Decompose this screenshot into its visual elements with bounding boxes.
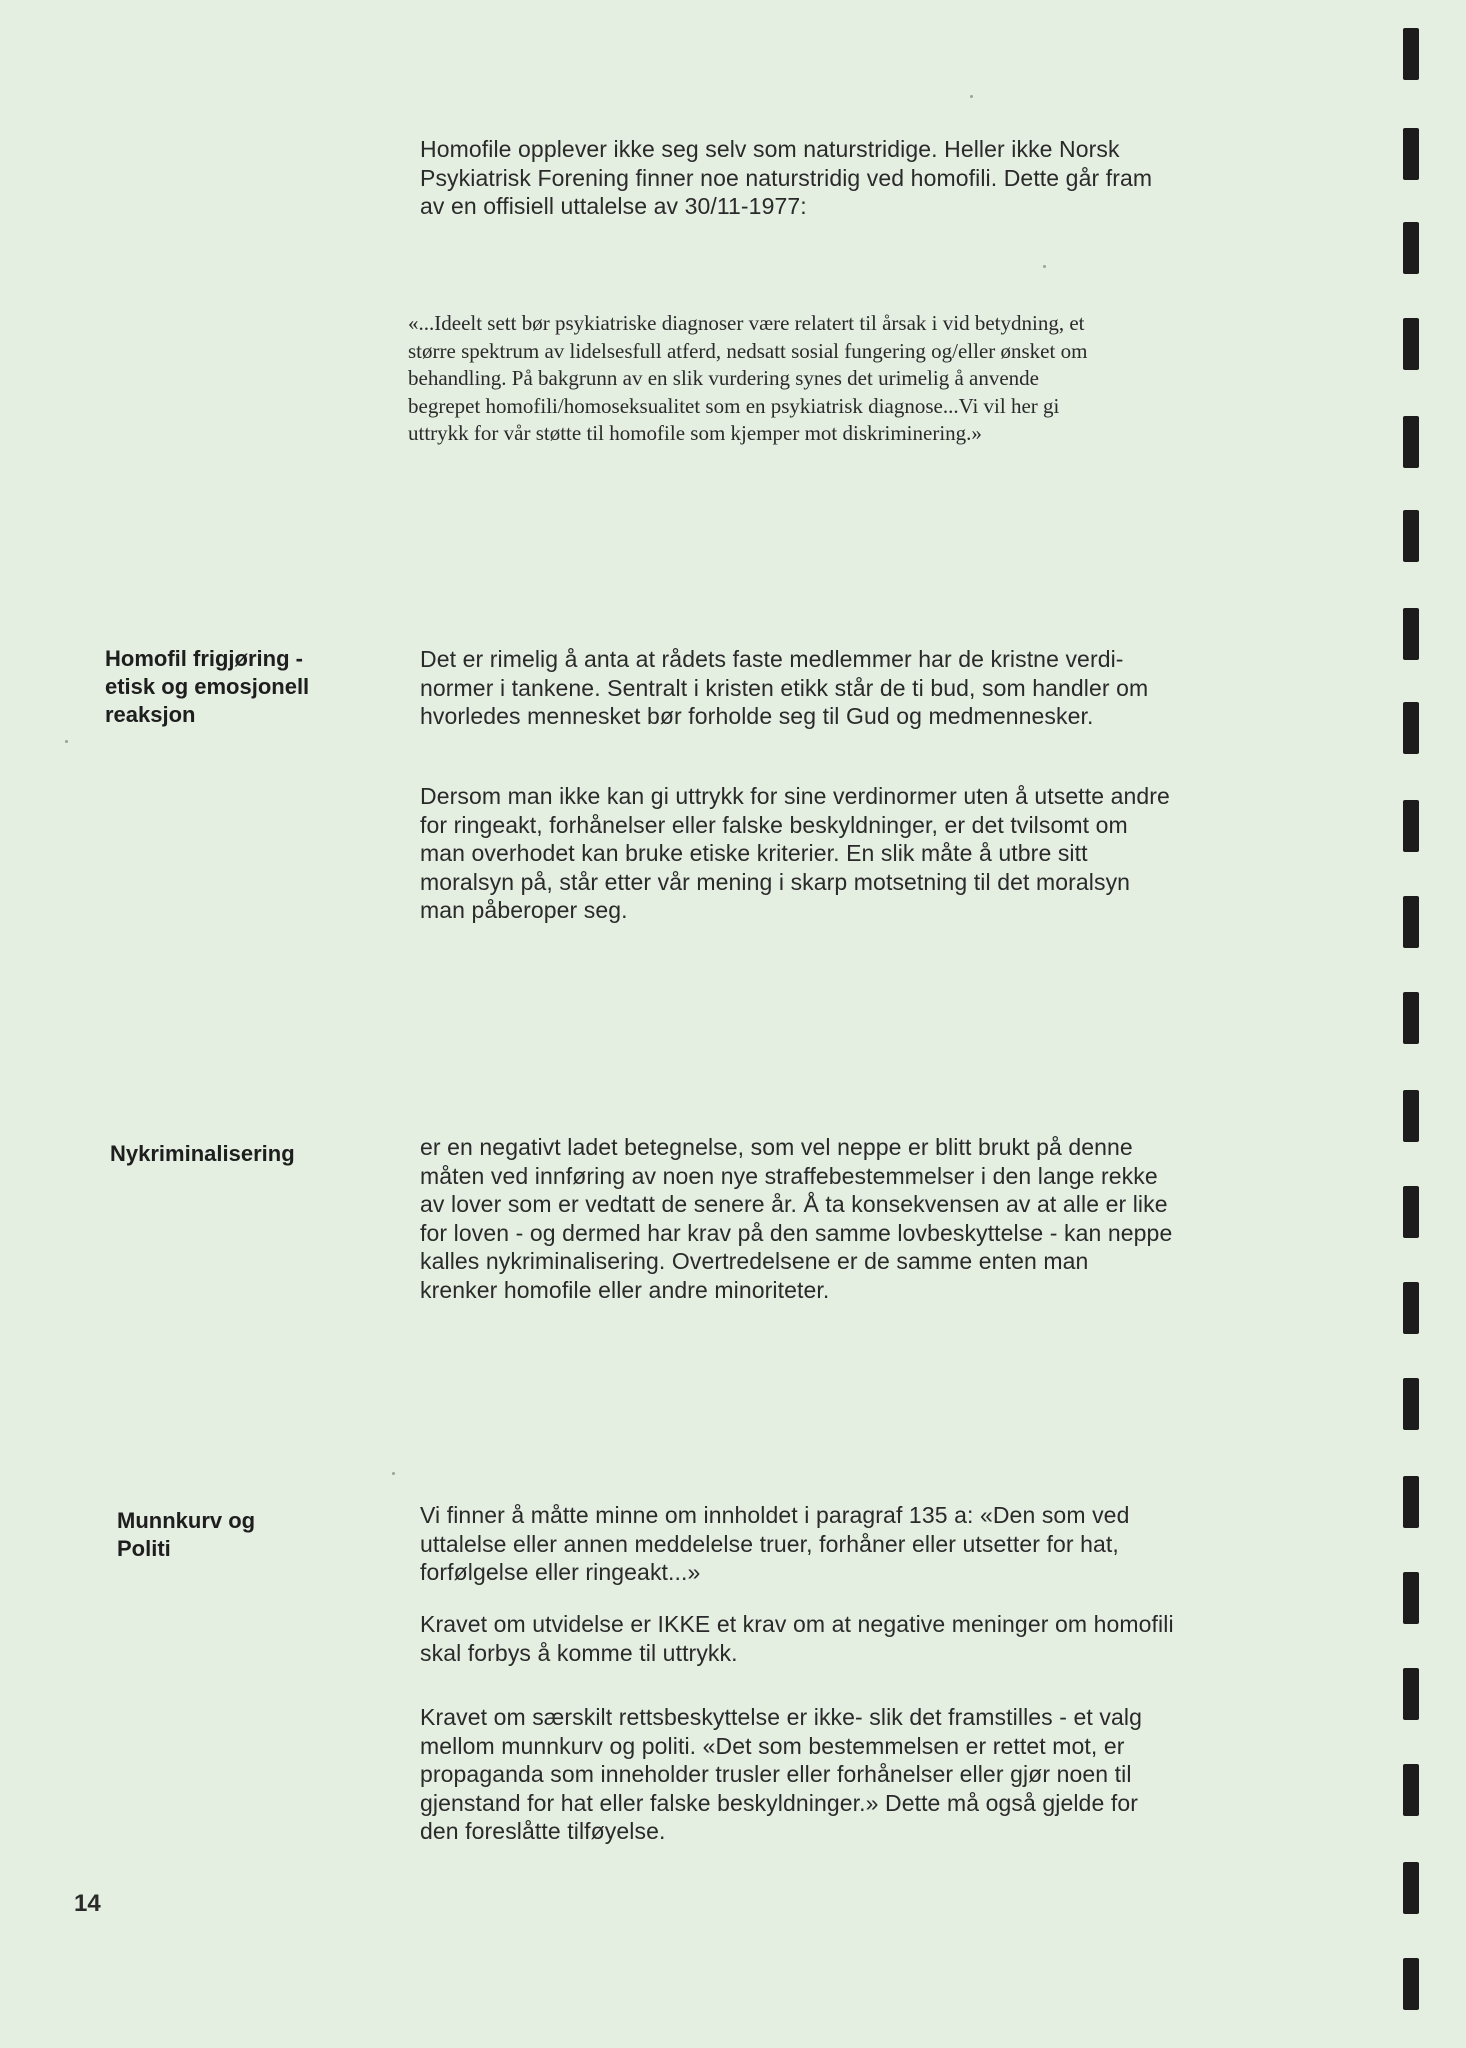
binding-bar — [1403, 896, 1419, 948]
heading-line: etisk og emosjonell — [105, 674, 310, 699]
heading-line: reaksjon — [105, 702, 196, 727]
quote-line: begrepet homofili/homoseksualitet som en psykiatrisk diagnose...Vi vil her gi — [408, 393, 1060, 418]
scan-speck — [392, 1472, 395, 1475]
text-line: mellom munnkurv og politi. «Det som bestemmelsen er rettet mot, er — [420, 1732, 1125, 1759]
binding-bar — [1403, 510, 1419, 562]
quote-line: behandling. På bakgrunn av en slik vurdering synes det urimelig å anvende — [408, 366, 1040, 390]
spiral-binding — [1403, 0, 1423, 2048]
binding-bar — [1403, 1186, 1419, 1238]
text-line: hvorledes mennesket bør forholde seg til Gud og medmennesker. — [420, 703, 1094, 729]
text-line: for ringeakt, forhånelser eller falske beskyldninger, er det tvilsomt om — [420, 811, 1128, 838]
section-heading-homofil-frigjoring — [105, 645, 309, 729]
text-line: forfølgelse eller ringeakt...» — [420, 1559, 701, 1585]
binding-bar — [1403, 1764, 1419, 1816]
binding-bar — [1403, 800, 1419, 852]
binding-bar — [1403, 1572, 1419, 1624]
binding-bar — [1403, 608, 1419, 660]
binding-bar — [1403, 1862, 1419, 1914]
intro-paragraph — [420, 135, 1250, 221]
binding-bar — [1403, 28, 1419, 80]
scan-speck — [970, 95, 973, 98]
quote-line: «...Ideelt sett bør psykiatriske diagnoser være relatert til årsak i vid betydning, et — [408, 311, 1085, 335]
binding-bar — [1403, 222, 1419, 274]
text-line: Det er rimelig å anta at rådets faste medlemmer har de kristne verdi- — [420, 646, 1124, 672]
quote-line: uttrykk for vår støtte til homofile som kjemper mot diskriminering.» — [408, 421, 982, 445]
text-line: den foreslåtte tilføyelse. — [420, 1818, 666, 1844]
text-line: krenker homofile eller andre minoriteter. — [420, 1276, 830, 1303]
section-heading-nykriminalisering — [110, 1140, 295, 1168]
binding-bar — [1403, 1668, 1419, 1720]
binding-bar — [1403, 1282, 1419, 1334]
text-line: propaganda som inneholder trusler eller forhånelser eller gjør noen til — [420, 1761, 1132, 1787]
text-line: Dersom man ikke kan gi uttrykk for sine verdinormer uten å utsette andre — [420, 783, 1170, 809]
section2-paragraph-1 — [420, 1133, 1250, 1304]
text-line: Homofile opplever ikke seg selv som naturstridige. Heller ikke Norsk — [420, 136, 1120, 162]
heading-line: Homofil frigjøring - — [105, 646, 303, 671]
text-line: måten ved innføring av noen nye straffebestemmelser i den lange rekke — [420, 1162, 1158, 1189]
text-line: kalles nykriminalisering. Overtredelsene er de samme enten man — [420, 1248, 1089, 1274]
text-line: normer i tankene. Sentralt i kristen etikk står de ti bud, som handler om — [420, 674, 1149, 701]
text-line: man påberoper seg. — [420, 897, 628, 923]
text-line: uttalelse eller annen meddelelse truer, forhåner eller utsetter for hat, — [420, 1530, 1119, 1557]
binding-bar — [1403, 1958, 1419, 2010]
section-heading-munnkurv-og-politi — [117, 1507, 255, 1563]
text-line: skal forbys å komme til uttrykk. — [420, 1639, 738, 1666]
scan-speck — [1043, 265, 1046, 268]
heading-line: Nykriminalisering — [110, 1141, 295, 1166]
scan-speck — [65, 740, 68, 743]
text-line: Kravet om særskilt rettsbeskyttelse er ikke- slik det framstilles - et valg — [420, 1704, 1142, 1730]
binding-bar — [1403, 702, 1419, 754]
quote-line: større spektrum av lidelsesfull atferd, nedsatt sosial fungering og/eller ønsket om — [408, 338, 1088, 363]
section3-paragraph-3 — [420, 1703, 1250, 1846]
heading-line: Munnkurv og — [117, 1508, 256, 1533]
binding-bar — [1403, 416, 1419, 468]
text-line: for loven - og dermed har krav på den samme lovbeskyttelse - kan neppe — [420, 1219, 1173, 1246]
section1-paragraph-2 — [420, 782, 1250, 925]
section3-paragraph-2 — [420, 1610, 1250, 1667]
text-line: Kravet om utvidelse er IKKE et krav om at negative meninger om homofili — [420, 1611, 1174, 1637]
binding-bar — [1403, 1090, 1419, 1142]
binding-bar — [1403, 128, 1419, 180]
binding-bar — [1403, 318, 1419, 370]
text-line: man overhodet kan bruke etiske kriterier. En slik måte å utbre sitt — [420, 840, 1088, 866]
section1-paragraph-1 — [420, 645, 1250, 731]
text-line: er en negativt ladet betegnelse, som vel neppe er blitt brukt på denne — [420, 1134, 1133, 1160]
text-line: gjenstand for hat eller falske beskyldninger.» Dette må også gjelde for — [420, 1789, 1138, 1816]
text-line: av lover som er vedtatt de senere år. Å ta konsekvensen av at alle er like — [420, 1191, 1168, 1217]
text-line: Psykiatrisk Forening finner noe naturstridig ved homofili. Dette går fram — [420, 164, 1153, 191]
psychiatric-association-quote — [408, 310, 1242, 448]
binding-bar — [1403, 992, 1419, 1044]
section3-paragraph-1 — [420, 1501, 1250, 1587]
heading-line: Politi — [117, 1536, 171, 1561]
text-line: av en offisiell uttalelse av 30/11-1977: — [420, 193, 807, 219]
binding-bar — [1403, 1476, 1419, 1528]
page-number: 14 — [74, 1890, 101, 1917]
text-line: moralsyn på, står etter vår mening i skarp motsetning til det moralsyn — [420, 868, 1131, 895]
binding-bar — [1403, 1378, 1419, 1430]
text-line: Vi finner å måtte minne om innholdet i paragraf 135 a: «Den som ved — [420, 1502, 1130, 1528]
